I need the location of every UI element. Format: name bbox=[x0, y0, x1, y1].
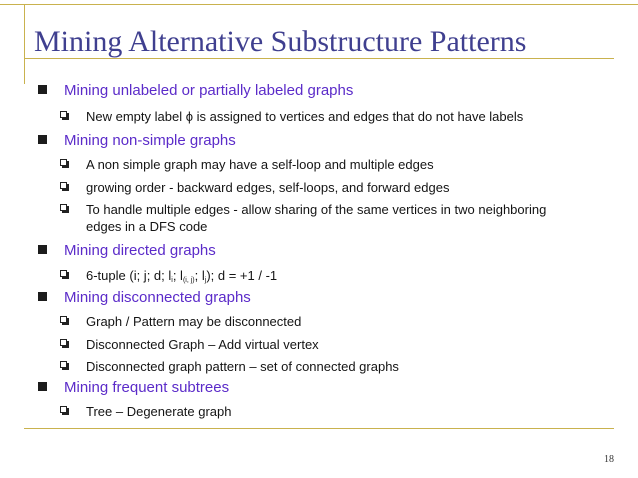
hollow-square-bullet-icon bbox=[60, 406, 67, 413]
hollow-square-bullet-icon bbox=[60, 270, 67, 277]
six-tuple-formula: 6-tuple (i; j; d; $l_i$; $l_{(i, j)}$; $l_j$); d = +1 / -1 bbox=[86, 268, 278, 284]
square-bullet-icon bbox=[38, 85, 47, 94]
square-bullet-icon bbox=[38, 292, 47, 301]
square-bullet-icon bbox=[38, 382, 47, 391]
hollow-square-bullet-icon bbox=[60, 361, 67, 368]
square-bullet-icon bbox=[38, 245, 47, 254]
top-rule bbox=[0, 4, 638, 5]
hollow-square-bullet-icon bbox=[60, 182, 67, 189]
slide-title: Mining Alternative Substructure Patterns bbox=[34, 25, 527, 58]
hollow-square-bullet-icon bbox=[60, 339, 67, 346]
slide: Mining Alternative Substructure Patterns Mining unlabeled or partially labeled graphs New empty label ϕ is assigned to vertices and edges that do not have labels Mining non-simple graphs A non simple graph may have a self-loop and multiple edges growing order - backward edges, self-loops, and forward edges To handle multiple edges - allow sharing of the same vertices in two neighboring edges in a DFS code Mining directed graphs 6-tuple (i; j; d; $l_i$; $l_{(i, j)}$; $l_j$); d = +1 / -1 Mining disconnected graphs Graph / Pattern may be disconnected Disconnected Graph – Add virtual vertex Disconnected graph pattern – set of connected graphs Mining frequent subtrees Tree – Degenerate graph 18 bbox=[0, 0, 638, 478]
square-bullet-icon bbox=[38, 135, 47, 144]
hollow-square-bullet-icon bbox=[60, 204, 67, 211]
left-accent-rule bbox=[24, 4, 25, 84]
hollow-square-bullet-icon bbox=[60, 111, 67, 118]
hollow-square-bullet-icon bbox=[60, 159, 67, 166]
footer-rule bbox=[24, 428, 614, 429]
hollow-square-bullet-icon bbox=[60, 316, 67, 323]
title-underline bbox=[24, 58, 614, 59]
page-number: 18 bbox=[604, 454, 614, 465]
